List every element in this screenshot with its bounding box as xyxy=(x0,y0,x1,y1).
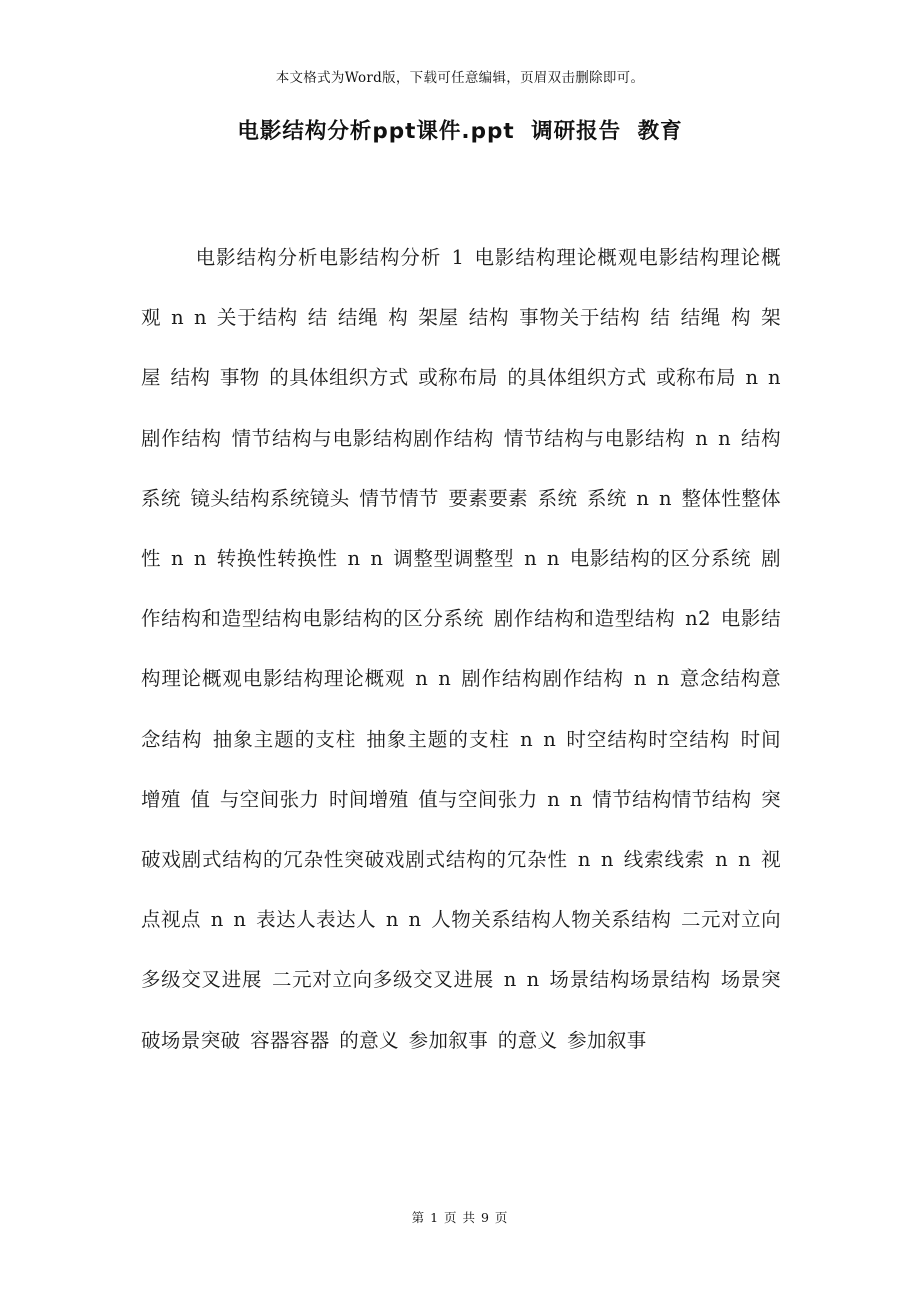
page-header-note: 本文格式为Word版，下载可任意编辑，页眉双击删除即可。 xyxy=(275,70,645,86)
page-number-footer: 第 1 页 共 9 页 xyxy=(411,1210,509,1225)
document-title: 电影结构分析ppt课件.ppt 调研报告 教育 xyxy=(237,119,683,144)
document-body-paragraph: 电影结构分析电影结构分析 1 电影结构理论概观电影结构理论概观 n n 关于结构 结 结绳 构 架屋 结构 事物关于结构 结 结绳 构 架屋 结构 事物 的具体组织方式 或称布局 的具体组织方式 或称布局 n n 剧作结构 情节结构与电影结构剧作结构 情节结构与电影结构 n n 结构系统 镜头结构系统镜头 情节情节 要素要素 系统 系统 n n 整体性整体性 n n 转换性转换性 n n 调整型调整型 n n 电影结构的区分系统 剧作结构和造型结构电影结构的区分系统 剧作结构和造型结构 n2 电影结构理论概观电影结构理论概观 n n 剧作结构剧作结构 n n 意念结构意念结构 抽象主题的支柱 抽象主题的支柱 n n 时空结构时空结构 时间增殖 值 与空间张力 时间增殖 值与空间张力 n n 情节结构情节结构 突破戏剧式结构的冗杂性突破戏剧式结构的冗杂性 n n 线索线索 n n 视点视点 n n 表达人表达人 n n 人物关系结构人物关系结构 二元对立向多级交叉进展 二元对立向多级交叉进展 n n 场景结构场景结构 场景突破场景突破 容器容器 的意义 参加叙事 的意义 参加叙事 xyxy=(141,246,782,1052)
